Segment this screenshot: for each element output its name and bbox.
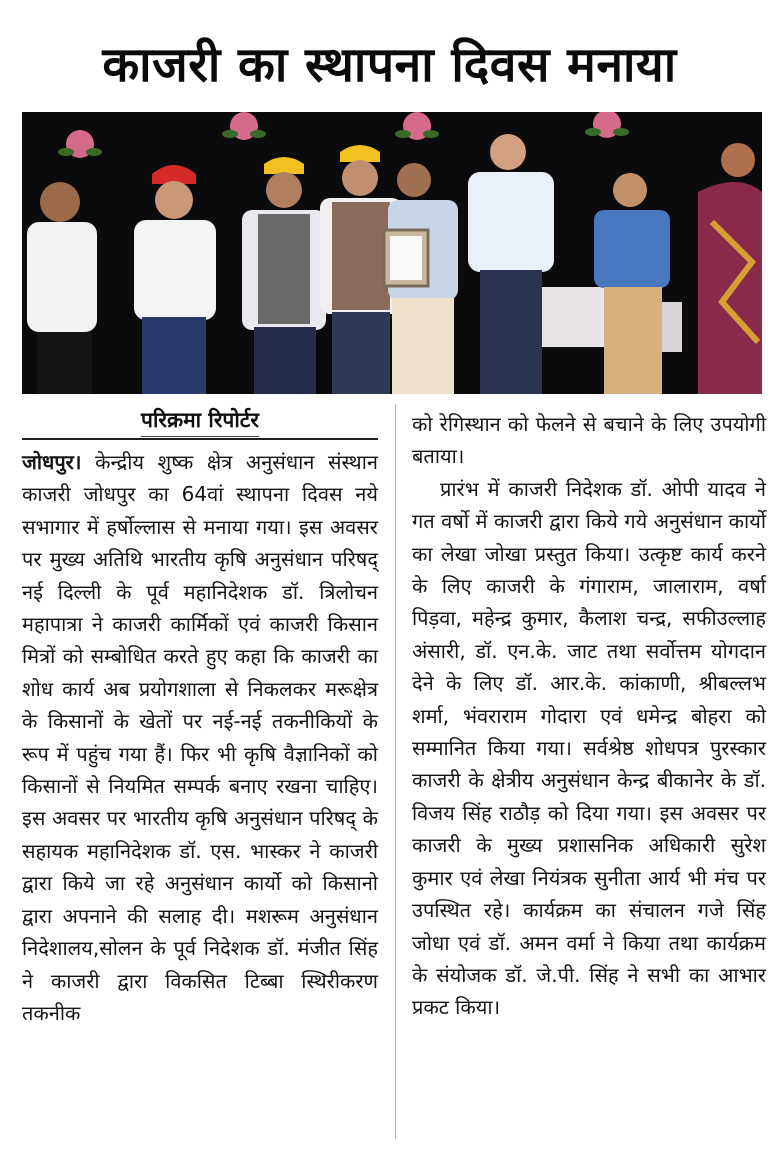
byline	[22, 404, 378, 440]
article-paragraph: को रेगिस्थान को फेलने से बचाने के लिए उपयोगी बताया।	[412, 412, 766, 469]
article-column-left	[22, 446, 378, 1029]
column-divider	[395, 404, 396, 1139]
article-paragraph	[22, 446, 378, 1029]
article-column-right	[412, 408, 766, 1024]
article-text: प्रारंभ में काजरी निदेशक डॉ. ओपी यादव ने गत वर्षो में काजरी द्वारा किये गये अनुसंधान कार्यो का लेखा जोखा प्रस्तुत किया। उत्कृष्ट कार्य करने के लिए काजरी के गंगाराम, जालाराम, वर्षा पिड़वा, महेन्द्र कुमार, कैलाश चन्द्र, सफीउल्लाह अंसारी, डॉ. एन.के. जाट तथा सर्वोत्तम योगदान देने के लिए डॉ. आर.के. कांकाणी, श्रीबल्लभ शर्मा, भंवराराम गोदारा एवं धमेन्द्र बोहरा को सम्मानित किया गया। सर्वश्रेष्ठ शोधपत्र पुरस्कार काजरी के क्षेत्रीय अनुसंधान केन्द्र बीकानेर के डॉ. विजय सिंह राठौड़ को दिया गया। इस अवसर पर काजरी के मुख्य प्रशासनिक अधिकारी सुरेश कुमार एवं लेखा नियंत्रक सुनीता आर्य भी मंच पर उपस्थित रहे। कार्यक्रम का संचालन गजे सिंह जोधा एवं डॉ. अमन वर्मा ने किया तथा कार्यक्रम के संयोजक डॉ. जे.पी. सिंह ने सभी का आभार प्रकट किया।	[412, 476, 766, 1020]
headline: काजरी का स्थापना दिवस मनाया	[102, 37, 677, 93]
article-text: केन्द्रीय शुष्क क्षेत्र अनुसंधान संस्थान काजरी जोधपुर का 64वां स्थापना दिवस नये सभागार में हर्षोल्लास से मनाया गया। इस अवसर पर मुख्य अतिथि भारतीय कृषि अनुसंधान परिषद् नई दिल्ली के पूर्व महानिदेशक डॉ. त्रिलोचन महापात्रा ने काजरी कार्मिकों एवं काजरी किसान मित्रों को सम्बोधित करते हुए कहा कि काजरी का शोध कार्य अब प्रयोगशाला से निकलकर मरूक्षेत्र के किसानों के खेतों पर नई-नई तकनीकियों के रूप में पहुंच गया हैं। फिर भी कृषि वैज्ञानिकों को किसानों से नियमित सम्पर्क बनाए रखना चाहिए। इस अवसर पर भारतीय कृषि अनुसंधान परिषद् के सहायक महानिदेशक डॉ. एस. भास्कर ने काजरी द्वारा किये जा रहे अनुसंधान कार्यो को किसानो द्वारा अपनाने की सलाह दी। मशरूम अनुसंधान निदेशालय,सोलन के पूर्व निदेशक डॉ. मंजीत सिंह ने काजरी द्वारा विकसित टिब्बा स्थिरीकरण तकनीक	[22, 450, 378, 1025]
article-paragraph	[412, 473, 766, 1024]
byline-text: परिक्रमा रिपोर्टर	[141, 404, 259, 437]
eight-people-on-stage-icon	[22, 112, 762, 394]
news-photo	[22, 112, 762, 394]
dateline: जोधपुर।	[22, 450, 82, 474]
